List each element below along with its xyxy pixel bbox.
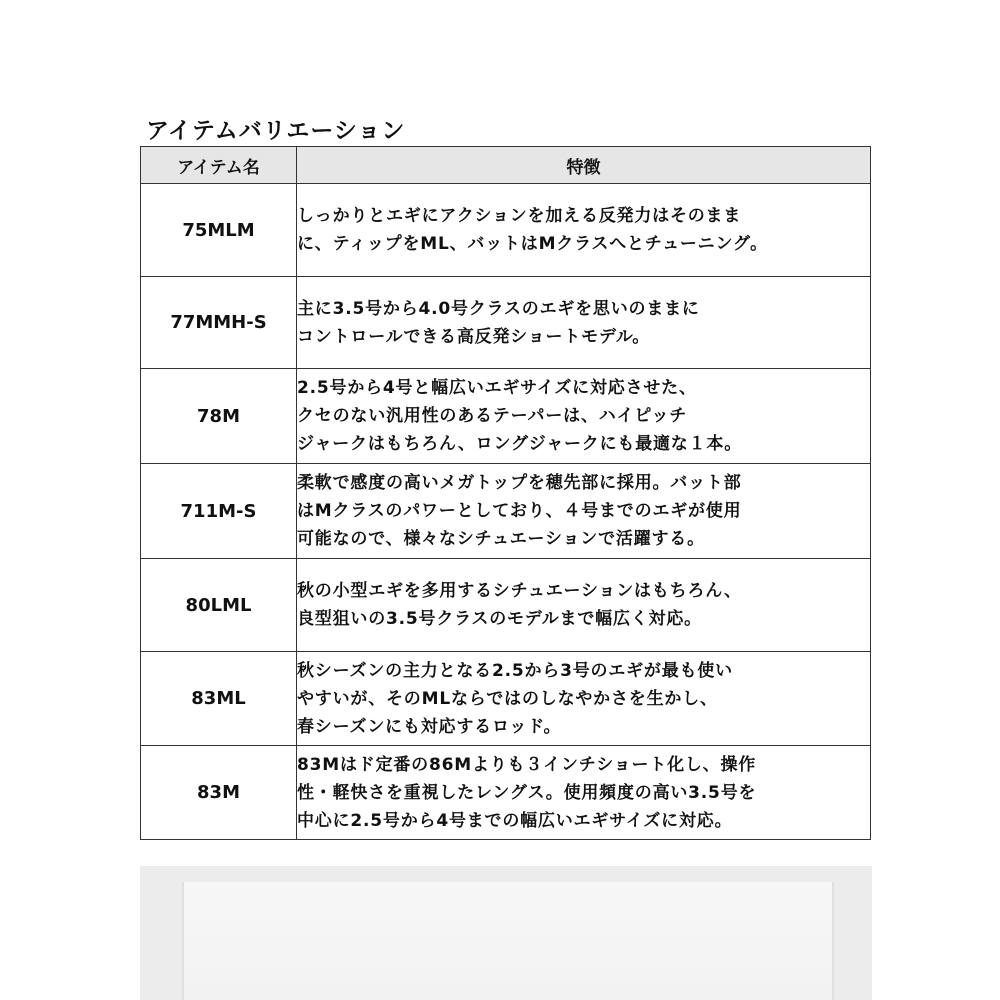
feature-line: に、ティップをML、バットはMクラスへとチューニング。: [297, 234, 768, 254]
feature-line: 秋シーズンの主力となる2.5から3号のエギが最も使い: [297, 660, 733, 681]
item-feature: [297, 277, 871, 369]
item-name: 77MMH-S: [141, 277, 297, 369]
feature-line: クセのない汎用性のあるテーパーは、ハイピッチ: [297, 406, 688, 426]
item-feature: [297, 559, 871, 652]
feature-line: 83Mはド定番の86Mよりも３インチショート化し、操作: [297, 754, 757, 775]
table-row: [141, 652, 871, 746]
feature-line: 性・軽快さを重視したレングス。使用頻度の高い3.5号を: [297, 782, 757, 803]
section-title: アイテムバリエーション: [146, 118, 406, 144]
item-name: 83M: [141, 746, 297, 840]
item-feature: [297, 746, 871, 840]
table-row: [141, 277, 871, 369]
table-row: [141, 369, 871, 464]
item-name: 75MLM: [141, 184, 297, 277]
item-feature: [297, 464, 871, 559]
feature-line: 可能なので、様々なシチュエーションで活躍する。: [297, 529, 705, 549]
table-header-row: [141, 147, 871, 184]
table-row: [141, 559, 871, 652]
feature-line: ジャークはもちろん、ロングジャークにも最適な１本。: [297, 434, 742, 454]
feature-line: 良型狙いの3.5号クラスのモデルまで幅広く対応。: [297, 609, 702, 629]
product-image-panel: [182, 882, 834, 1000]
feature-line: やすいが、そのMLならではのしなやかさを生かし、: [297, 688, 718, 709]
feature-line: 主に3.5号から4.0号クラスのエギを思いのままに: [297, 298, 700, 319]
item-variation-table: [140, 146, 871, 840]
item-name: 78M: [141, 369, 297, 464]
feature-line: 柔軟で感度の高いメガトップを穂先部に採用。バット部: [297, 473, 742, 493]
table-row: [141, 746, 871, 840]
item-feature: [297, 184, 871, 277]
table-row: [141, 464, 871, 559]
item-feature: [297, 369, 871, 464]
item-name: 80LML: [141, 559, 297, 652]
header-feature: 特徴: [297, 147, 871, 184]
item-name: 711M-S: [141, 464, 297, 559]
table-row: [141, 184, 871, 277]
header-item-name: アイテム名: [141, 147, 297, 184]
feature-line: 2.5号から4号と幅広いエギサイズに対応させた、: [297, 378, 697, 398]
feature-line: 中心に2.5号から4号までの幅広いエギサイズに対応。: [297, 810, 733, 831]
feature-line: 秋の小型エギを多用するシチュエーションはもちろん、: [297, 581, 742, 601]
feature-line: コントロールできる高反発ショートモデル。: [297, 326, 651, 347]
feature-line: しっかりとエギにアクションを加える反発力はそのまま: [297, 206, 742, 226]
item-feature: [297, 652, 871, 746]
feature-line: はMクラスのパワーとしており、４号までのエギが使用: [297, 501, 742, 521]
item-name: 83ML: [141, 652, 297, 746]
feature-line: 春シーズンにも対応するロッド。: [297, 716, 562, 737]
